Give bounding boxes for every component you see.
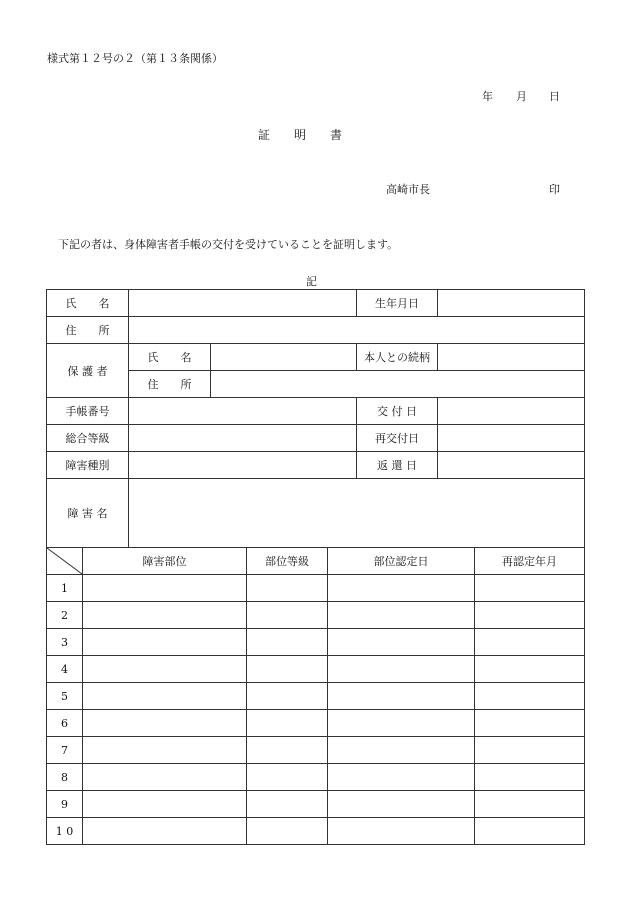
address-label: 住 所 [47,317,129,344]
birthdate-label: 生年月日 [357,290,438,317]
name-field [129,290,357,317]
notebook-number-label: 手帳番号 [47,398,129,425]
table-row [47,791,585,818]
table-row [47,710,585,737]
name-label: 氏 名 [47,290,129,317]
table-row [47,656,585,683]
table-row [47,575,585,602]
row-number: 1 0 [47,818,83,845]
issue-date-label: 交 付 日 [357,398,438,425]
table-row [47,737,585,764]
row-number: 5 [47,683,83,710]
relationship-field [438,344,585,371]
date-year: 年 [482,90,493,103]
parts-header-row [47,548,585,575]
disability-name-field [129,479,585,548]
date-month: 月 [516,90,527,103]
ki-heading: 記 [306,275,317,288]
header-part-grade: 部位等級 [247,548,328,575]
guardian-name-label: 氏 名 [129,344,211,371]
birthdate-field [438,290,585,317]
disability-name-label: 障 害 名 [47,479,129,548]
row-number: 2 [47,602,83,629]
row-number: 7 [47,737,83,764]
table-row [47,683,585,710]
overall-grade-field [129,425,357,452]
row-number: 3 [47,629,83,656]
reissue-date-field [438,425,585,452]
relationship-label: 本人との続柄 [357,344,438,371]
document-title: 証 明 書 [258,128,343,142]
guardian-name-field [211,344,357,371]
table-row [47,818,585,845]
row-number: 1 [47,575,83,602]
row-number: 8 [47,764,83,791]
issue-date-field [438,398,585,425]
address-field [129,317,585,344]
personal-info-table [46,289,585,548]
date-day: 日 [549,90,560,103]
reissue-date-label: 再交付日 [357,425,438,452]
header-part-cert-date: 部位認定日 [328,548,475,575]
disability-type-field [129,452,357,479]
seal-mark: 印 [549,183,560,196]
return-date-label: 返 還 日 [357,452,438,479]
guardian-label: 保 護 者 [47,344,129,398]
row-number: 9 [47,791,83,818]
statement: 下記の者は、身体障害者手帳の交付を受けていることを証明します。 [58,238,399,251]
table-row [47,629,585,656]
row-number: 4 [47,656,83,683]
form-number: 様式第１２号の２（第１３条関係） [47,52,223,65]
return-date-field [438,452,585,479]
header-recert-month: 再認定年月 [475,548,585,575]
corner-diagonal-cell [47,548,83,575]
table-row [47,764,585,791]
guardian-address-field [211,371,585,398]
guardian-address-label: 住 所 [129,371,211,398]
header-part: 障害部位 [83,548,247,575]
issuer: 高崎市長 [386,183,430,196]
disability-type-label: 障害種別 [47,452,129,479]
row-number: 6 [47,710,83,737]
parts-table [46,547,585,845]
table-row [47,602,585,629]
overall-grade-label: 総合等級 [47,425,129,452]
notebook-number-field [129,398,357,425]
